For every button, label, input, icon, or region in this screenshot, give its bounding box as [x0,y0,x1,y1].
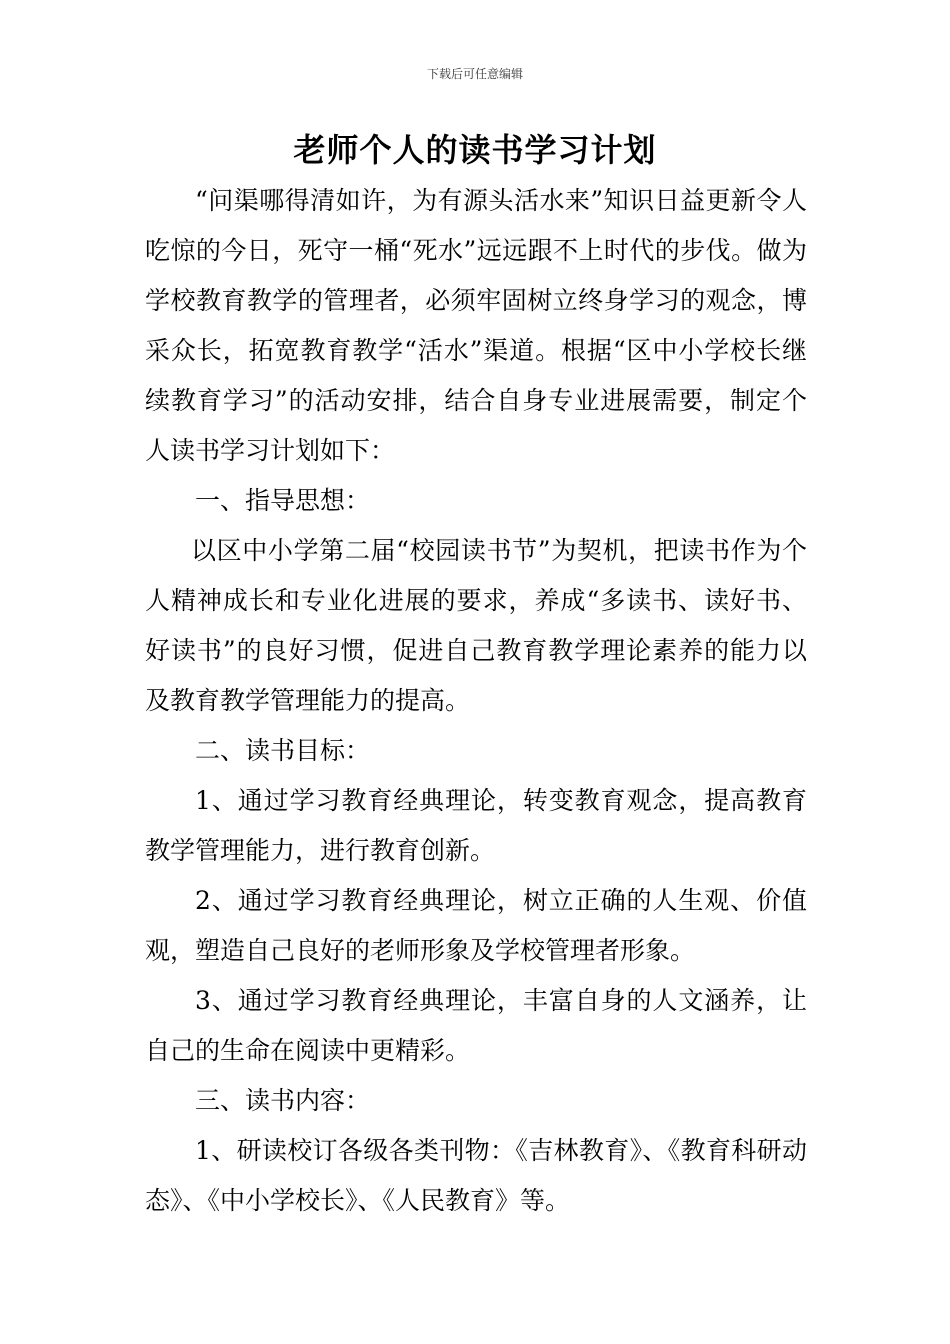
document-title: 老师个人的读书学习计划 [293,131,657,169]
section-2-item: 1、通过学习教育经典理论，转变教育观念，提高教育教学管理能力，进行教育创新。 [145,786,807,865]
section-2-heading: 二、读书目标： [195,736,371,765]
section-2-item: 2、通过学习教育经典理论，树立正确的人生观、价值观，塑造自己良好的老师形象及学校管理者形象。 [145,886,807,965]
document-body [145,176,807,1226]
section-1-paragraph: 以区中小学第二届“校园读书节”为契机，把读书作为个人精神成长和专业化进展的要求，养成“多读书、读好书、好读书”的良好习惯，促进自己教育教学理论素养的能力以及教育教学管理能力的提高。 [145,536,807,715]
section-2-item: 3、通过学习教育经典理论，丰富自身的人文涵养，让自己的生命在阅读中更精彩。 [145,986,807,1065]
intro-paragraph: “问渠哪得清如许，为有源头活水来”知识日益更新令人吃惊的今日，死守一桶“死水”远远跟不上时代的步伐。做为学校教育教学的管理者，必须牢固树立终身学习的观念，博采众长，拓宽教育教学“活水”渠道。根据“区中小学校长继续教育学习”的活动安排，结合自身专业进展需要，制定个人读书学习计划如下： [145,186,807,465]
header-note: 下载后可任意编辑 [426,67,523,81]
section-1-heading: 一、指导思想： [195,486,371,515]
section-3-item: 1、研读校订各级各类刊物：《吉林教育》、《教育科研动态》、《中小学校长》、《人民教育》等。 [145,1136,807,1215]
section-3-heading: 三、读书内容： [195,1086,371,1115]
